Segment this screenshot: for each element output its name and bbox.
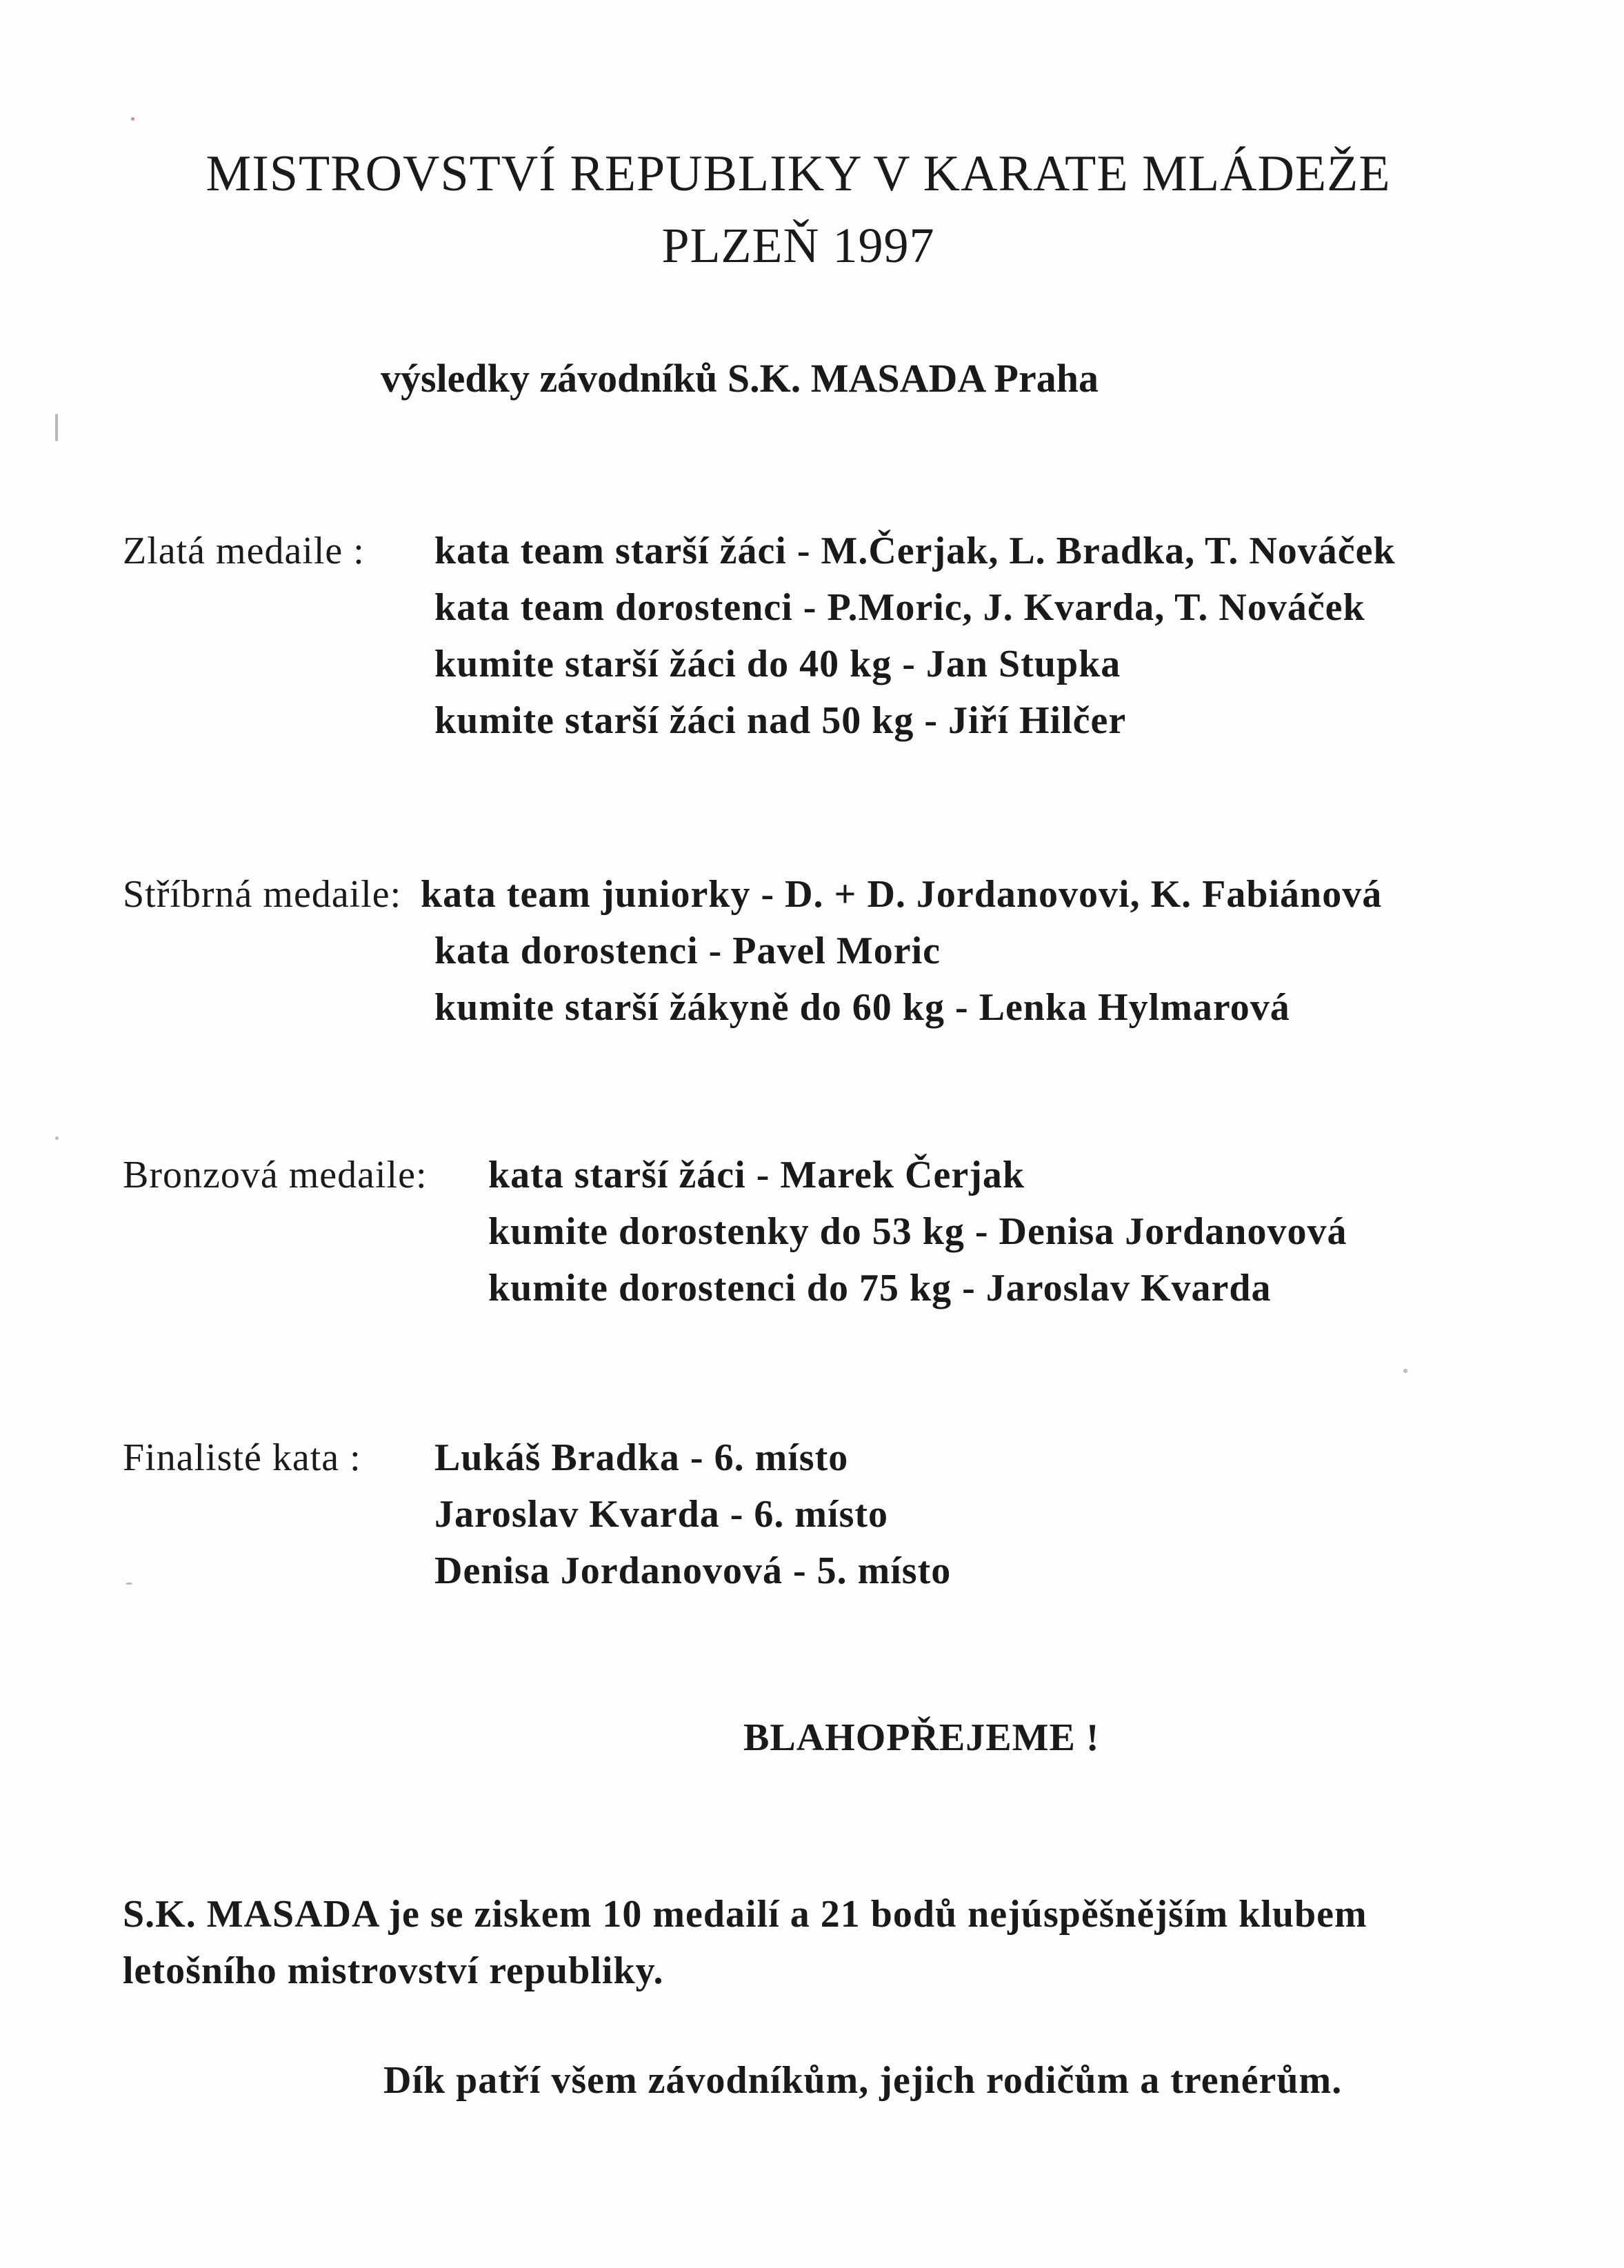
kata-finalists-label: Finalisté kata : [123,1436,361,1479]
club-summary-paragraph [123,1886,1433,1999]
result-line: kumite starší žáci nad 50 kg - Jiří Hilčer [434,699,1127,742]
congratulations-heading: BLAHOPŘEJEME ! [743,1716,1100,1759]
thanks-line: Dík patří všem závodníkům, jejich rodičům a trenérům. [383,2059,1343,2102]
result-line: kata team juniorky - D. + D. Jordanovovi, K. Fabiánová [421,873,1383,916]
bronze-medal-label: Bronzová medaile: [123,1154,428,1196]
scan-speck [55,414,58,441]
result-line: kumite dorostenci do 75 kg - Jaroslav Kvarda [488,1267,1272,1309]
kata-finalists-list [434,1429,951,1599]
document-subtitle: výsledky závodníků S.K. MASADA Praha [381,356,1099,401]
bronze-medal-list [488,1147,1347,1316]
scan-speck [1403,1369,1407,1373]
gold-medal-list [434,523,1396,749]
scan-speck [131,117,134,121]
result-line: Lukáš Bradka - 6. místo [434,1436,849,1479]
document-title: MISTROVSTVÍ REPUBLIKY V KARATE MLÁDEŽE [205,145,1391,202]
scan-speck [126,1583,132,1585]
silver-medal-list [421,866,1383,1036]
result-line: kata dorostenci - Pavel Moric [434,930,941,972]
silver-medal-label: Stříbrná medaile: [123,873,402,916]
summary-line: S.K. MASADA je se ziskem 10 medailí a 21 bodů nejúspěšnějším klubem [123,1893,1367,1936]
result-line: kata team starší žáci - M.Čerjak, L. Bradka, T. Nováček [434,530,1396,572]
result-line: kata team dorostenci - P.Moric, J. Kvarda, T. Nováček [434,586,1365,629]
result-line: Jaroslav Kvarda - 6. místo [434,1493,889,1536]
gold-medal-label: Zlatá medaile : [123,530,365,572]
result-line: Denisa Jordanovová - 5. místo [434,1549,952,1592]
result-line: kumite starší žáci do 40 kg - Jan Stupka [434,643,1121,685]
result-line: kumite dorostenky do 53 kg - Denisa Jordanovová [488,1210,1347,1253]
scan-speck [55,1136,59,1140]
summary-line: letošního mistrovství republiky. [123,1949,664,1992]
result-line: kata starší žáci - Marek Čerjak [488,1154,1025,1196]
document-title-place-year: PLZEŇ 1997 [661,218,935,273]
result-line: kumite starší žákyně do 60 kg - Lenka Hylmarová [434,986,1290,1029]
